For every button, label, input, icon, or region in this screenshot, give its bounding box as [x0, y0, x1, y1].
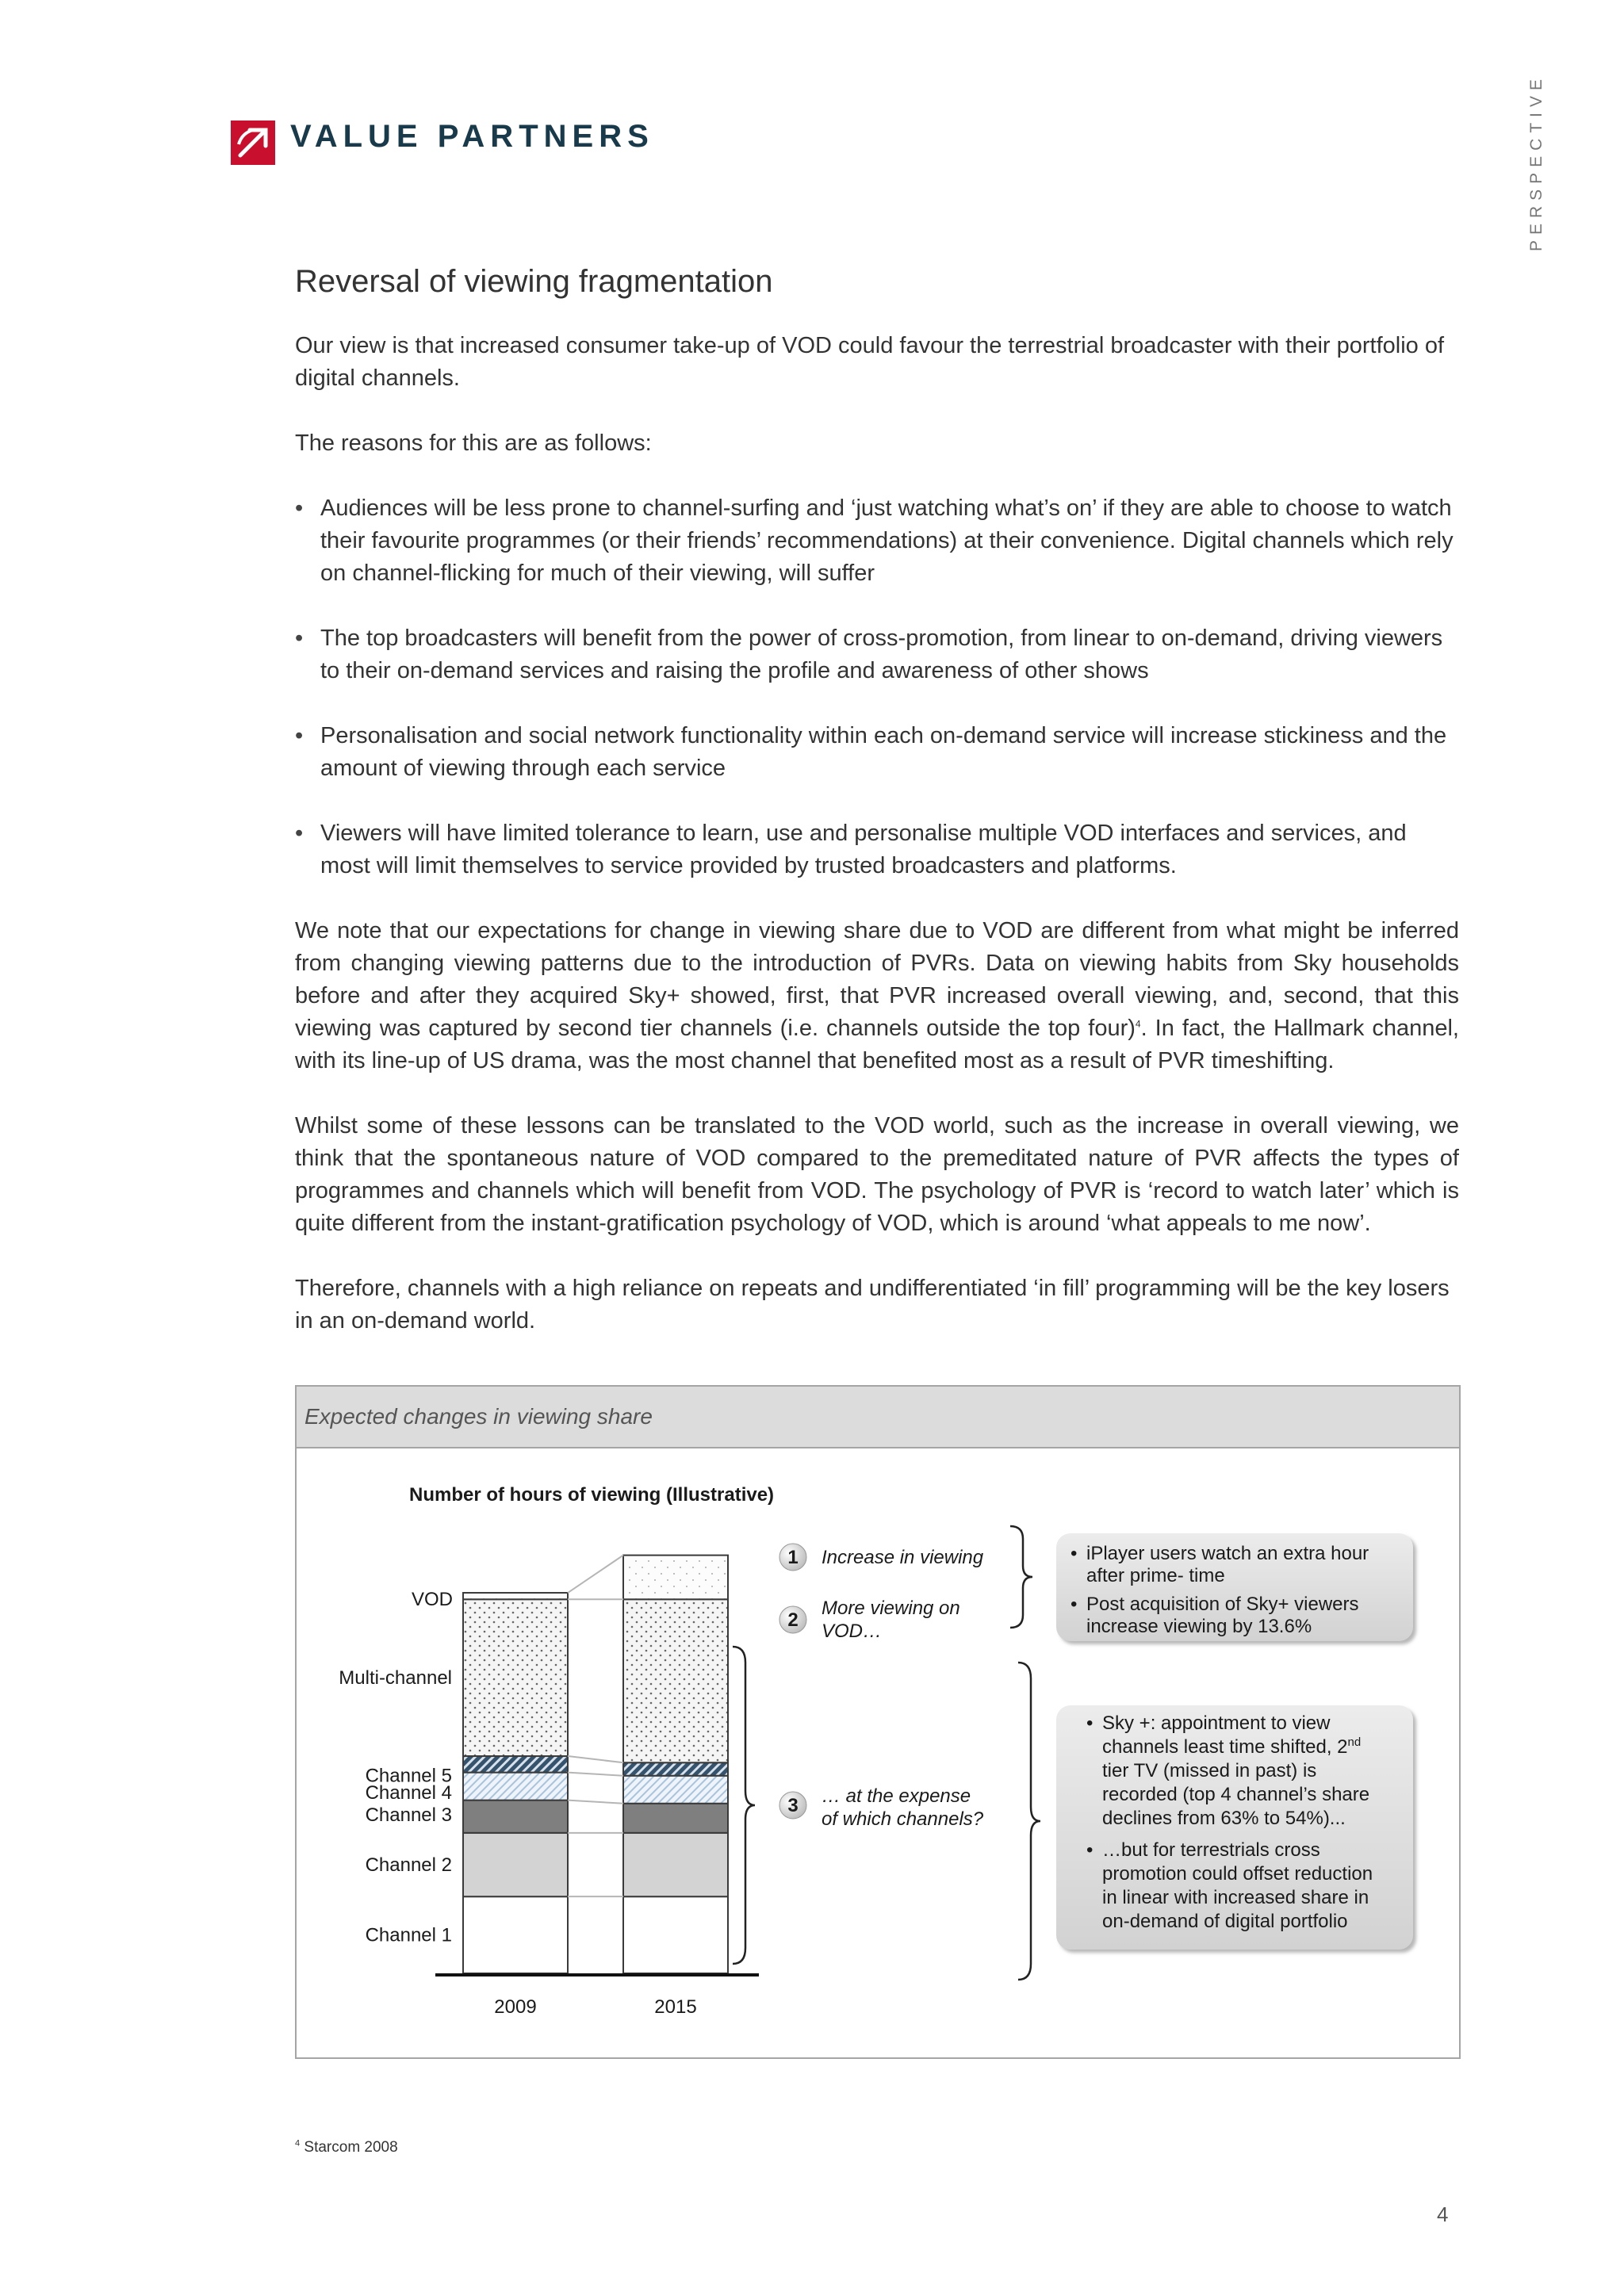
- pvr-text-a: We note that our expectations for change in viewing share due to VOD are different from what might be inferred from changing viewing patterns due to the introduction of PVRs. Data on viewing habits from Sky households before and after they acquired Sky+ showed, first, that PVR increased overall viewing, and, second, that this viewing was captured by second tier channels (i.e. channels outside the top four): [295, 918, 1459, 1041]
- bar-multi-channel-2009: [463, 1599, 568, 1756]
- callout-line: recorded (top 4 channel’s share: [1102, 1784, 1370, 1805]
- footnote-ref: 4: [1135, 1018, 1141, 1030]
- bar-channel-5-2015: [623, 1762, 728, 1775]
- pvr-paragraph: [295, 915, 1459, 1077]
- callout-bullet: •: [1086, 1839, 1094, 1861]
- step-number: 1: [787, 1547, 799, 1568]
- reasons-intro: The reasons for this are as follows:: [295, 430, 652, 456]
- series-label-vod: VOD: [411, 1589, 453, 1611]
- step-1: [779, 1544, 984, 1571]
- brace-steps-1-2: [1010, 1526, 1032, 1628]
- step-text: … at the expense: [822, 1785, 971, 1807]
- step-number: 2: [787, 1609, 799, 1631]
- bar-vod-2015: [623, 1556, 728, 1600]
- bars-layer: [435, 1556, 759, 1975]
- callout-bullet: •: [1071, 1543, 1078, 1564]
- series-label-channel-2: Channel 2: [365, 1854, 452, 1877]
- callout-line: promotion could offset reduction: [1102, 1863, 1373, 1885]
- bar-channel-1-2015: [623, 1896, 728, 1973]
- page-title: Reversal of viewing fragmentation: [295, 264, 773, 299]
- logo-icon: [231, 121, 275, 165]
- conclusion-paragraph: Therefore, channels with a high reliance on repeats and undifferentiated ‘in fill’ programming will be the key losers in an on-demand world.: [295, 1276, 1450, 1334]
- bar-channel-3-2009: [463, 1800, 568, 1833]
- connector-vod: [568, 1556, 623, 1593]
- series-label-channel-1: Channel 1: [365, 1924, 452, 1946]
- bar-multi-channel-2015: [623, 1599, 728, 1762]
- callout-line: channels least time shifted, 2nd: [1102, 1735, 1362, 1758]
- bar-channel-4-2009: [463, 1773, 568, 1800]
- step-2: [779, 1598, 960, 1642]
- callout-line: Post acquisition of Sky+ viewers: [1086, 1594, 1359, 1615]
- bar-channel-2-2009: [463, 1833, 568, 1896]
- footnote-marker: 4: [295, 2138, 301, 2149]
- series-label-channel-4: Channel 4: [365, 1782, 452, 1804]
- callout-bullet: •: [1071, 1594, 1078, 1615]
- callout-line: in linear with increased share in: [1102, 1887, 1369, 1908]
- reason-item: • The top broadcasters will benefit from the power of cross-promotion, from linear to on-demand, driving viewers to their on-demand services and raising the profile and awareness of other shows: [295, 622, 1459, 687]
- callout-line: tier TV (missed in past) is: [1102, 1760, 1317, 1781]
- chart-panel: [295, 1385, 1461, 2059]
- footnote-text: Starcom 2008: [304, 2139, 398, 2156]
- callout-line: declines from 63% to 54%)...: [1102, 1808, 1346, 1829]
- bar-vod-2009: [463, 1593, 568, 1599]
- pvr-text-b: . In fact, the Hallmark channel, with its line-up of US drama, was the most channel that benefited most as a result of PVR timeshifting.: [295, 1016, 1459, 1073]
- brace-step-3: [1018, 1663, 1040, 1980]
- callout-line: iPlayer users watch an extra hour: [1086, 1543, 1369, 1564]
- page-number: 4: [1437, 2202, 1449, 2226]
- chart-title: Number of hours of viewing (Illustrative): [409, 1484, 775, 1506]
- reason-item: • Viewers will have limited tolerance to learn, use and personalise multiple VOD interfaces and services, and most will limit themselves to service provided by trusted broadcasters and platforms.: [295, 817, 1459, 882]
- callout-line: Sky +: appointment to view: [1102, 1712, 1331, 1734]
- article-body: [295, 262, 1459, 1370]
- step-number: 3: [787, 1795, 799, 1816]
- reasons-list: [295, 492, 1459, 882]
- step-3: [779, 1785, 984, 1830]
- callout-line: …but for terrestrials cross: [1102, 1839, 1320, 1861]
- x-tick-label: 2009: [494, 1996, 537, 2018]
- step-text: of which channels?: [822, 1808, 984, 1830]
- step-text: VOD…: [822, 1621, 883, 1642]
- callout-sky-plus: [1056, 1705, 1413, 1950]
- series-label-channel-3: Channel 3: [365, 1804, 452, 1827]
- callout-line: increase viewing by 13.6%: [1086, 1616, 1312, 1637]
- side-label: [1523, 73, 1550, 252]
- series-label-channel-5: Channel 5: [365, 1765, 452, 1787]
- brace-bars: [733, 1647, 755, 1964]
- x-tick-label: 2015: [654, 1996, 697, 2018]
- intro-paragraph: Our view is that increased consumer take-up of VOD could favour the terrestrial broadcaster with their portfolio of digital channels.: [295, 333, 1445, 391]
- bar-channel-5-2009: [463, 1756, 568, 1773]
- callout-line: after prime- time: [1086, 1565, 1225, 1586]
- connector-channel-4: [568, 1773, 623, 1776]
- viewing-share-chart: [297, 1387, 1459, 2057]
- reason-item: • Audiences will be less prone to channel-surfing and ‘just watching what’s on’ if they are able to choose to watch their favourite programmes (or their friends’ recommendations) at their convenience. Digital channels which rely on channel-flicking for much of their viewing, will suffer: [295, 492, 1459, 590]
- side-label-text: PERSPECTIVE: [1527, 73, 1545, 252]
- step-text: Increase in viewing: [822, 1547, 984, 1568]
- series-label-multi-channel: Multi-channel: [339, 1667, 452, 1689]
- connector-channel-5: [568, 1756, 623, 1762]
- step-text: More viewing on: [822, 1598, 960, 1619]
- bar-channel-4-2015: [623, 1776, 728, 1804]
- bar-channel-1-2009: [463, 1896, 568, 1973]
- callout-iplayer: [1056, 1533, 1413, 1641]
- footnote: [295, 2139, 398, 2156]
- chart-panel-title: Expected changes in viewing share: [304, 1404, 653, 1429]
- connector-channel-3: [568, 1800, 623, 1804]
- bar-channel-3-2015: [623, 1804, 728, 1833]
- logo-text: VALUE PARTNERS: [290, 119, 654, 154]
- reason-item: • Personalisation and social network functionality within each on-demand service will increase stickiness and the amount of viewing through each service: [295, 720, 1459, 785]
- bar-channel-2-2015: [623, 1833, 728, 1896]
- callout-line: on-demand of digital portfolio: [1102, 1911, 1348, 1932]
- callout-bullet: •: [1086, 1712, 1094, 1734]
- vod-lessons-paragraph: Whilst some of these lessons can be translated to the VOD world, such as the increase in overall viewing, we think that the spontaneous nature of VOD compared to the premeditated nature of PVR affects the types of programmes and channels which will benefit from VOD. The psychology of PVR is ‘record to watch later’ which is quite different from the instant-gratification psychology of VOD, which is around ‘what appeals to me now’.: [295, 1113, 1459, 1236]
